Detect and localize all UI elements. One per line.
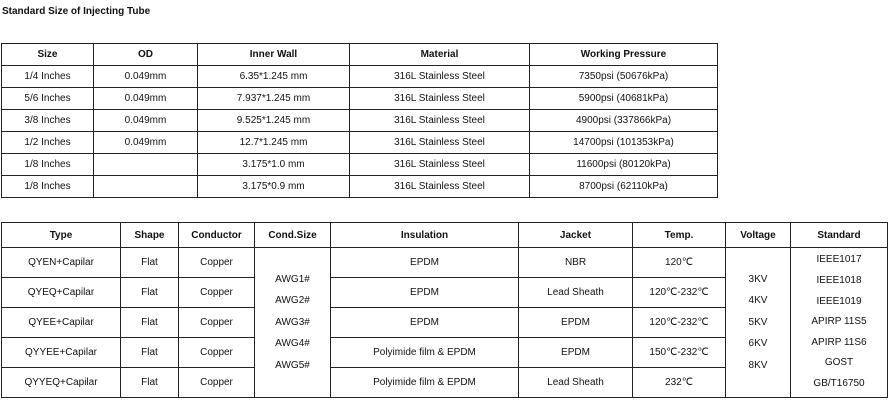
standard-item: GB/T16750 (813, 377, 865, 389)
cell-type: QYEN+Capilar (2, 248, 121, 278)
cell-size: 5/6 Inches (2, 88, 94, 110)
cell-size: 1/2 Inches (2, 132, 94, 154)
cell-material: 316L Stainless Steel (350, 88, 530, 110)
cell-working-pressure: 4900psi (337866kPa) (530, 110, 718, 132)
header-insulation: Insulation (331, 223, 519, 248)
table-header-row (2, 44, 718, 66)
cell-insulation: EPDM (331, 248, 519, 278)
voltage-item: 6KV (748, 338, 768, 350)
cell-insulation: EPDM (331, 278, 519, 308)
cell-material: 316L Stainless Steel (350, 110, 530, 132)
table-row (2, 66, 718, 88)
header-material: Material (350, 44, 530, 66)
cell-shape: Flat (121, 368, 179, 398)
cell-standard-merged (791, 248, 888, 398)
cond-size-item: AWG2# (275, 295, 310, 307)
voltage-item: 4KV (748, 295, 768, 307)
cell-working-pressure: 8700psi (62110kPa) (530, 176, 718, 198)
table-row (2, 176, 718, 198)
cell-od: 0.049mm (94, 110, 198, 132)
cell-shape: Flat (121, 278, 179, 308)
cell-type: QYYEE+Capilar (2, 338, 121, 368)
cell-jacket: Lead Sheath (519, 278, 633, 308)
cond-size-item: AWG4# (275, 338, 310, 350)
cell-inner-wall: 9.525*1.245 mm (198, 110, 350, 132)
cell-temp: 120℃-232℃ (633, 308, 726, 338)
cell-temp: 232℃ (633, 368, 726, 398)
cell-type: QYYEQ+Capilar (2, 368, 121, 398)
cell-inner-wall: 7.937*1.245 mm (198, 88, 350, 110)
standard-item: GOST (824, 357, 854, 369)
cell-material: 316L Stainless Steel (350, 154, 530, 176)
cell-size: 1/4 Inches (2, 66, 94, 88)
cell-insulation: Polyimide film & EPDM (331, 368, 519, 398)
cell-size: 1/8 Inches (2, 176, 94, 198)
header-size: Size (2, 44, 94, 66)
page-title: Standard Size of Injecting Tube (2, 6, 151, 17)
cell-conductor: Copper (179, 338, 255, 368)
cell-material: 316L Stainless Steel (350, 66, 530, 88)
cell-temp: 120℃-232℃ (633, 278, 726, 308)
cell-shape: Flat (121, 308, 179, 338)
standard-item: IEEE1019 (816, 295, 862, 307)
cell-jacket: EPDM (519, 308, 633, 338)
header-jacket: Jacket (519, 223, 633, 248)
cell-inner-wall: 6.35*1.245 mm (198, 66, 350, 88)
cond-size-item: AWG3# (275, 316, 310, 328)
cell-shape: Flat (121, 248, 179, 278)
standard-item: IEEE1018 (816, 275, 862, 287)
header-shape: Shape (121, 223, 179, 248)
injecting-tube-size-table (1, 43, 718, 198)
cell-jacket: NBR (519, 248, 633, 278)
cond-size-item: AWG1# (275, 273, 310, 285)
voltage-item: 5KV (748, 316, 768, 328)
cell-working-pressure: 5900psi (40681kPa) (530, 88, 718, 110)
header-standard: Standard (791, 223, 888, 248)
header-inner-wall: Inner Wall (198, 44, 350, 66)
header-working-pressure: Working Pressure (530, 44, 718, 66)
cell-working-pressure: 11600psi (80120kPa) (530, 154, 718, 176)
cell-size: 1/8 Inches (2, 154, 94, 176)
cell-od (94, 154, 198, 176)
cell-jacket: Lead Sheath (519, 368, 633, 398)
cell-inner-wall: 3.175*0.9 mm (198, 176, 350, 198)
table-header-row (2, 223, 888, 248)
cell-inner-wall: 3.175*1.0 mm (198, 154, 350, 176)
cell-insulation: Polyimide film & EPDM (331, 338, 519, 368)
cable-spec-table (1, 222, 888, 398)
header-type: Type (2, 223, 121, 248)
header-voltage: Voltage (726, 223, 791, 248)
standard-item: IEEE1017 (816, 254, 862, 266)
table-row (2, 154, 718, 176)
voltage-item: 3KV (748, 273, 768, 285)
header-conductor: Conductor (179, 223, 255, 248)
cell-od: 0.049mm (94, 88, 198, 110)
header-od: OD (94, 44, 198, 66)
cell-inner-wall: 12.7*1.245 mm (198, 132, 350, 154)
header-cond-size: Cond.Size (255, 223, 331, 248)
table-row (2, 110, 718, 132)
cell-cond-size-merged (255, 248, 331, 398)
cell-material: 316L Stainless Steel (350, 176, 530, 198)
cell-working-pressure: 14700psi (101353kPa) (530, 132, 718, 154)
cell-conductor: Copper (179, 368, 255, 398)
cell-jacket: EPDM (519, 338, 633, 368)
cell-temp: 150℃-232℃ (633, 338, 726, 368)
standard-item: APIRP 11S5 (811, 316, 867, 328)
cell-od (94, 176, 198, 198)
cell-size: 3/8 Inches (2, 110, 94, 132)
cell-type: QYEQ+Capilar (2, 278, 121, 308)
table-row (2, 88, 718, 110)
standard-item: APIRP 11S6 (811, 336, 867, 348)
cell-type: QYEE+Capilar (2, 308, 121, 338)
cell-od: 0.049mm (94, 66, 198, 88)
cell-working-pressure: 7350psi (50676kPa) (530, 66, 718, 88)
table-row (2, 132, 718, 154)
cell-temp: 120℃ (633, 248, 726, 278)
cell-voltage-merged (726, 248, 791, 398)
voltage-item: 8KV (748, 359, 768, 371)
header-temp: Temp. (633, 223, 726, 248)
cell-conductor: Copper (179, 308, 255, 338)
table-row (2, 248, 888, 278)
cond-size-item: AWG5# (275, 359, 310, 371)
cell-insulation: EPDM (331, 308, 519, 338)
cell-conductor: Copper (179, 248, 255, 278)
cell-conductor: Copper (179, 278, 255, 308)
cell-shape: Flat (121, 338, 179, 368)
cell-material: 316L Stainless Steel (350, 132, 530, 154)
cell-od: 0.049mm (94, 132, 198, 154)
